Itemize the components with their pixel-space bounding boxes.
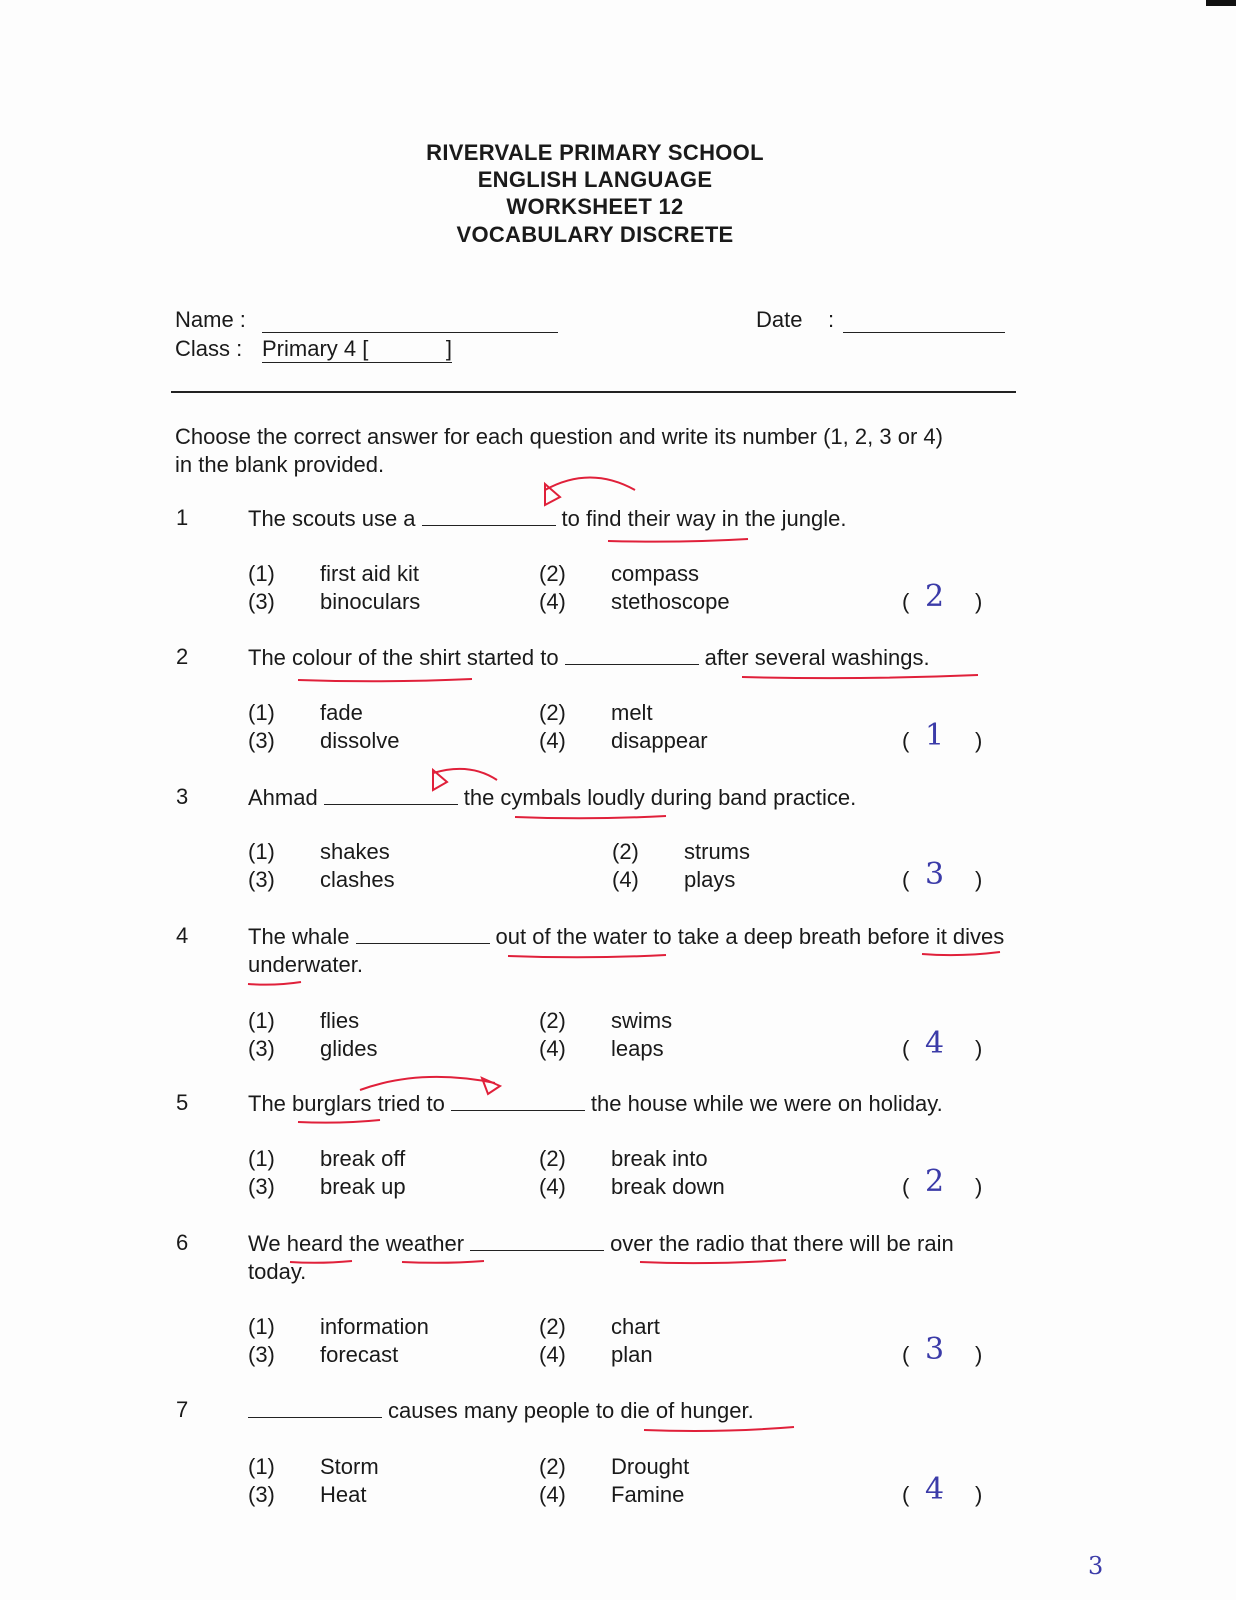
option-number: (4) <box>539 1174 566 1199</box>
question-text-after: causes many people to die of hunger. <box>388 1398 754 1423</box>
option-number: (3) <box>248 1342 275 1367</box>
red-underline <box>608 539 748 542</box>
option-2: swims <box>611 1008 673 1033</box>
question-text-before: The burglars tried to <box>248 1091 445 1116</box>
answer-paren-open: ( <box>902 728 910 753</box>
option-3: Heat <box>320 1482 367 1507</box>
handwritten-answer[interactable]: 3 <box>925 857 945 892</box>
question-text-before: The whale <box>248 924 350 949</box>
question-number: 7 <box>176 1397 189 1422</box>
option-number: (4) <box>539 1342 566 1367</box>
question-text-after: to find their way in the jungle. <box>561 506 847 531</box>
option-1: first aid kit <box>320 561 420 586</box>
option-3: forecast <box>320 1342 399 1367</box>
answer-paren-open: ( <box>902 589 910 614</box>
handwritten-answer[interactable]: 3 <box>925 1332 945 1367</box>
question-number: 3 <box>176 784 189 809</box>
answer-paren-close: ) <box>975 1482 983 1507</box>
subject-title: ENGLISH LANGUAGE <box>477 167 713 192</box>
option-3: glides <box>320 1036 378 1061</box>
class-label: Class : <box>175 336 243 361</box>
date-label: Date <box>756 307 803 332</box>
option-number: (4) <box>539 1036 566 1061</box>
option-2: strums <box>684 839 750 864</box>
answer-paren-open: ( <box>902 1342 910 1367</box>
school-name: RIVERVALE PRIMARY SCHOOL <box>426 140 764 165</box>
option-number: (4) <box>539 728 566 753</box>
option-1: fade <box>320 700 363 725</box>
class-value: Primary 4 [ <box>262 336 369 361</box>
option-number: (2) <box>539 1008 566 1033</box>
worksheet-title: WORKSHEET 12 <box>506 194 684 219</box>
option-number: (1) <box>248 839 275 864</box>
question-text-before: We heard the weather <box>248 1231 465 1256</box>
instructions-line-2: in the blank provided. <box>175 452 385 477</box>
option-2: break into <box>611 1146 708 1171</box>
question-number: 1 <box>176 505 189 530</box>
option-3: clashes <box>320 867 395 892</box>
option-number: (2) <box>612 839 639 864</box>
question-text-after: after several washings. <box>704 645 930 670</box>
answer-paren-close: ) <box>975 867 983 892</box>
answer-paren-open: ( <box>902 1482 910 1507</box>
option-number: (1) <box>248 561 275 586</box>
option-4: stethoscope <box>611 589 730 614</box>
option-number: (2) <box>539 700 566 725</box>
answer-paren-close: ) <box>975 1036 983 1061</box>
topic-title: VOCABULARY DISCRETE <box>456 222 734 247</box>
option-number: (2) <box>539 1314 566 1339</box>
page-number: 3 <box>1088 1552 1104 1580</box>
name-label: Name : <box>175 307 246 332</box>
answer-paren-open: ( <box>902 1036 910 1061</box>
option-number: (3) <box>248 1174 275 1199</box>
option-number: (1) <box>248 1314 275 1339</box>
instructions-line-1: Choose the correct answer for each question and write its number (1, 2, 3 or 4) <box>175 424 943 449</box>
question-text-after: out of the water to take a deep breath before it dives underwater. <box>248 924 1005 977</box>
answer-paren-close: ) <box>975 589 983 614</box>
option-number: (3) <box>248 1036 275 1061</box>
option-2: chart <box>611 1314 660 1339</box>
option-4: plays <box>684 867 736 892</box>
option-4: disappear <box>611 728 708 753</box>
handwritten-answer[interactable]: 1 <box>925 718 945 753</box>
question-text-after: the house while we were on holiday. <box>590 1091 943 1116</box>
answer-paren-close: ) <box>975 1174 983 1199</box>
handwritten-answer[interactable]: 4 <box>925 1472 945 1507</box>
option-1: Storm <box>320 1454 379 1479</box>
question-text-before: Ahmad <box>248 785 318 810</box>
option-2: Drought <box>611 1454 690 1479</box>
option-1: shakes <box>320 839 390 864</box>
option-number: (3) <box>248 589 275 614</box>
option-4: leaps <box>611 1036 664 1061</box>
option-1: break off <box>320 1146 406 1171</box>
option-number: (4) <box>539 589 566 614</box>
handwritten-answer[interactable]: 4 <box>925 1026 945 1061</box>
option-1: information <box>320 1314 429 1339</box>
option-number: (1) <box>248 1146 275 1171</box>
question-number: 2 <box>176 644 189 669</box>
question-text-after: the cymbals loudly during band practice. <box>463 785 857 810</box>
handwritten-answer[interactable]: 2 <box>925 1164 945 1199</box>
date-colon: : <box>828 307 835 332</box>
question-text-after: over the radio that there will be rain today. <box>248 1231 954 1284</box>
option-4: plan <box>611 1342 653 1367</box>
option-2: compass <box>611 561 700 586</box>
option-4: break down <box>611 1174 725 1199</box>
option-4: Famine <box>611 1482 685 1507</box>
option-number: (4) <box>612 867 639 892</box>
option-number: (2) <box>539 1454 566 1479</box>
option-3: break up <box>320 1174 406 1199</box>
option-number: (1) <box>248 1008 275 1033</box>
option-number: (2) <box>539 1146 566 1171</box>
option-number: (4) <box>539 1482 566 1507</box>
option-number: (1) <box>248 1454 275 1479</box>
option-number: (3) <box>248 867 275 892</box>
class-bracket: ] <box>445 336 452 361</box>
option-3: binoculars <box>320 589 421 614</box>
answer-paren-close: ) <box>975 1342 983 1367</box>
answer-paren-close: ) <box>975 728 983 753</box>
answer-paren-open: ( <box>902 1174 910 1199</box>
question-text-before: The colour of the shirt started to <box>248 645 559 670</box>
option-1: flies <box>320 1008 360 1033</box>
question-number: 4 <box>176 923 189 948</box>
option-2: melt <box>611 700 653 725</box>
option-number: (1) <box>248 700 275 725</box>
question-number: 5 <box>176 1090 189 1115</box>
option-number: (3) <box>248 728 275 753</box>
option-3: dissolve <box>320 728 400 753</box>
handwritten-answer[interactable]: 2 <box>925 579 945 614</box>
red-arrow <box>545 478 635 491</box>
question-text-before: The scouts use a <box>248 506 416 531</box>
option-number: (3) <box>248 1482 275 1507</box>
question-number: 6 <box>176 1230 189 1255</box>
answer-paren-open: ( <box>902 867 910 892</box>
option-number: (2) <box>539 561 566 586</box>
